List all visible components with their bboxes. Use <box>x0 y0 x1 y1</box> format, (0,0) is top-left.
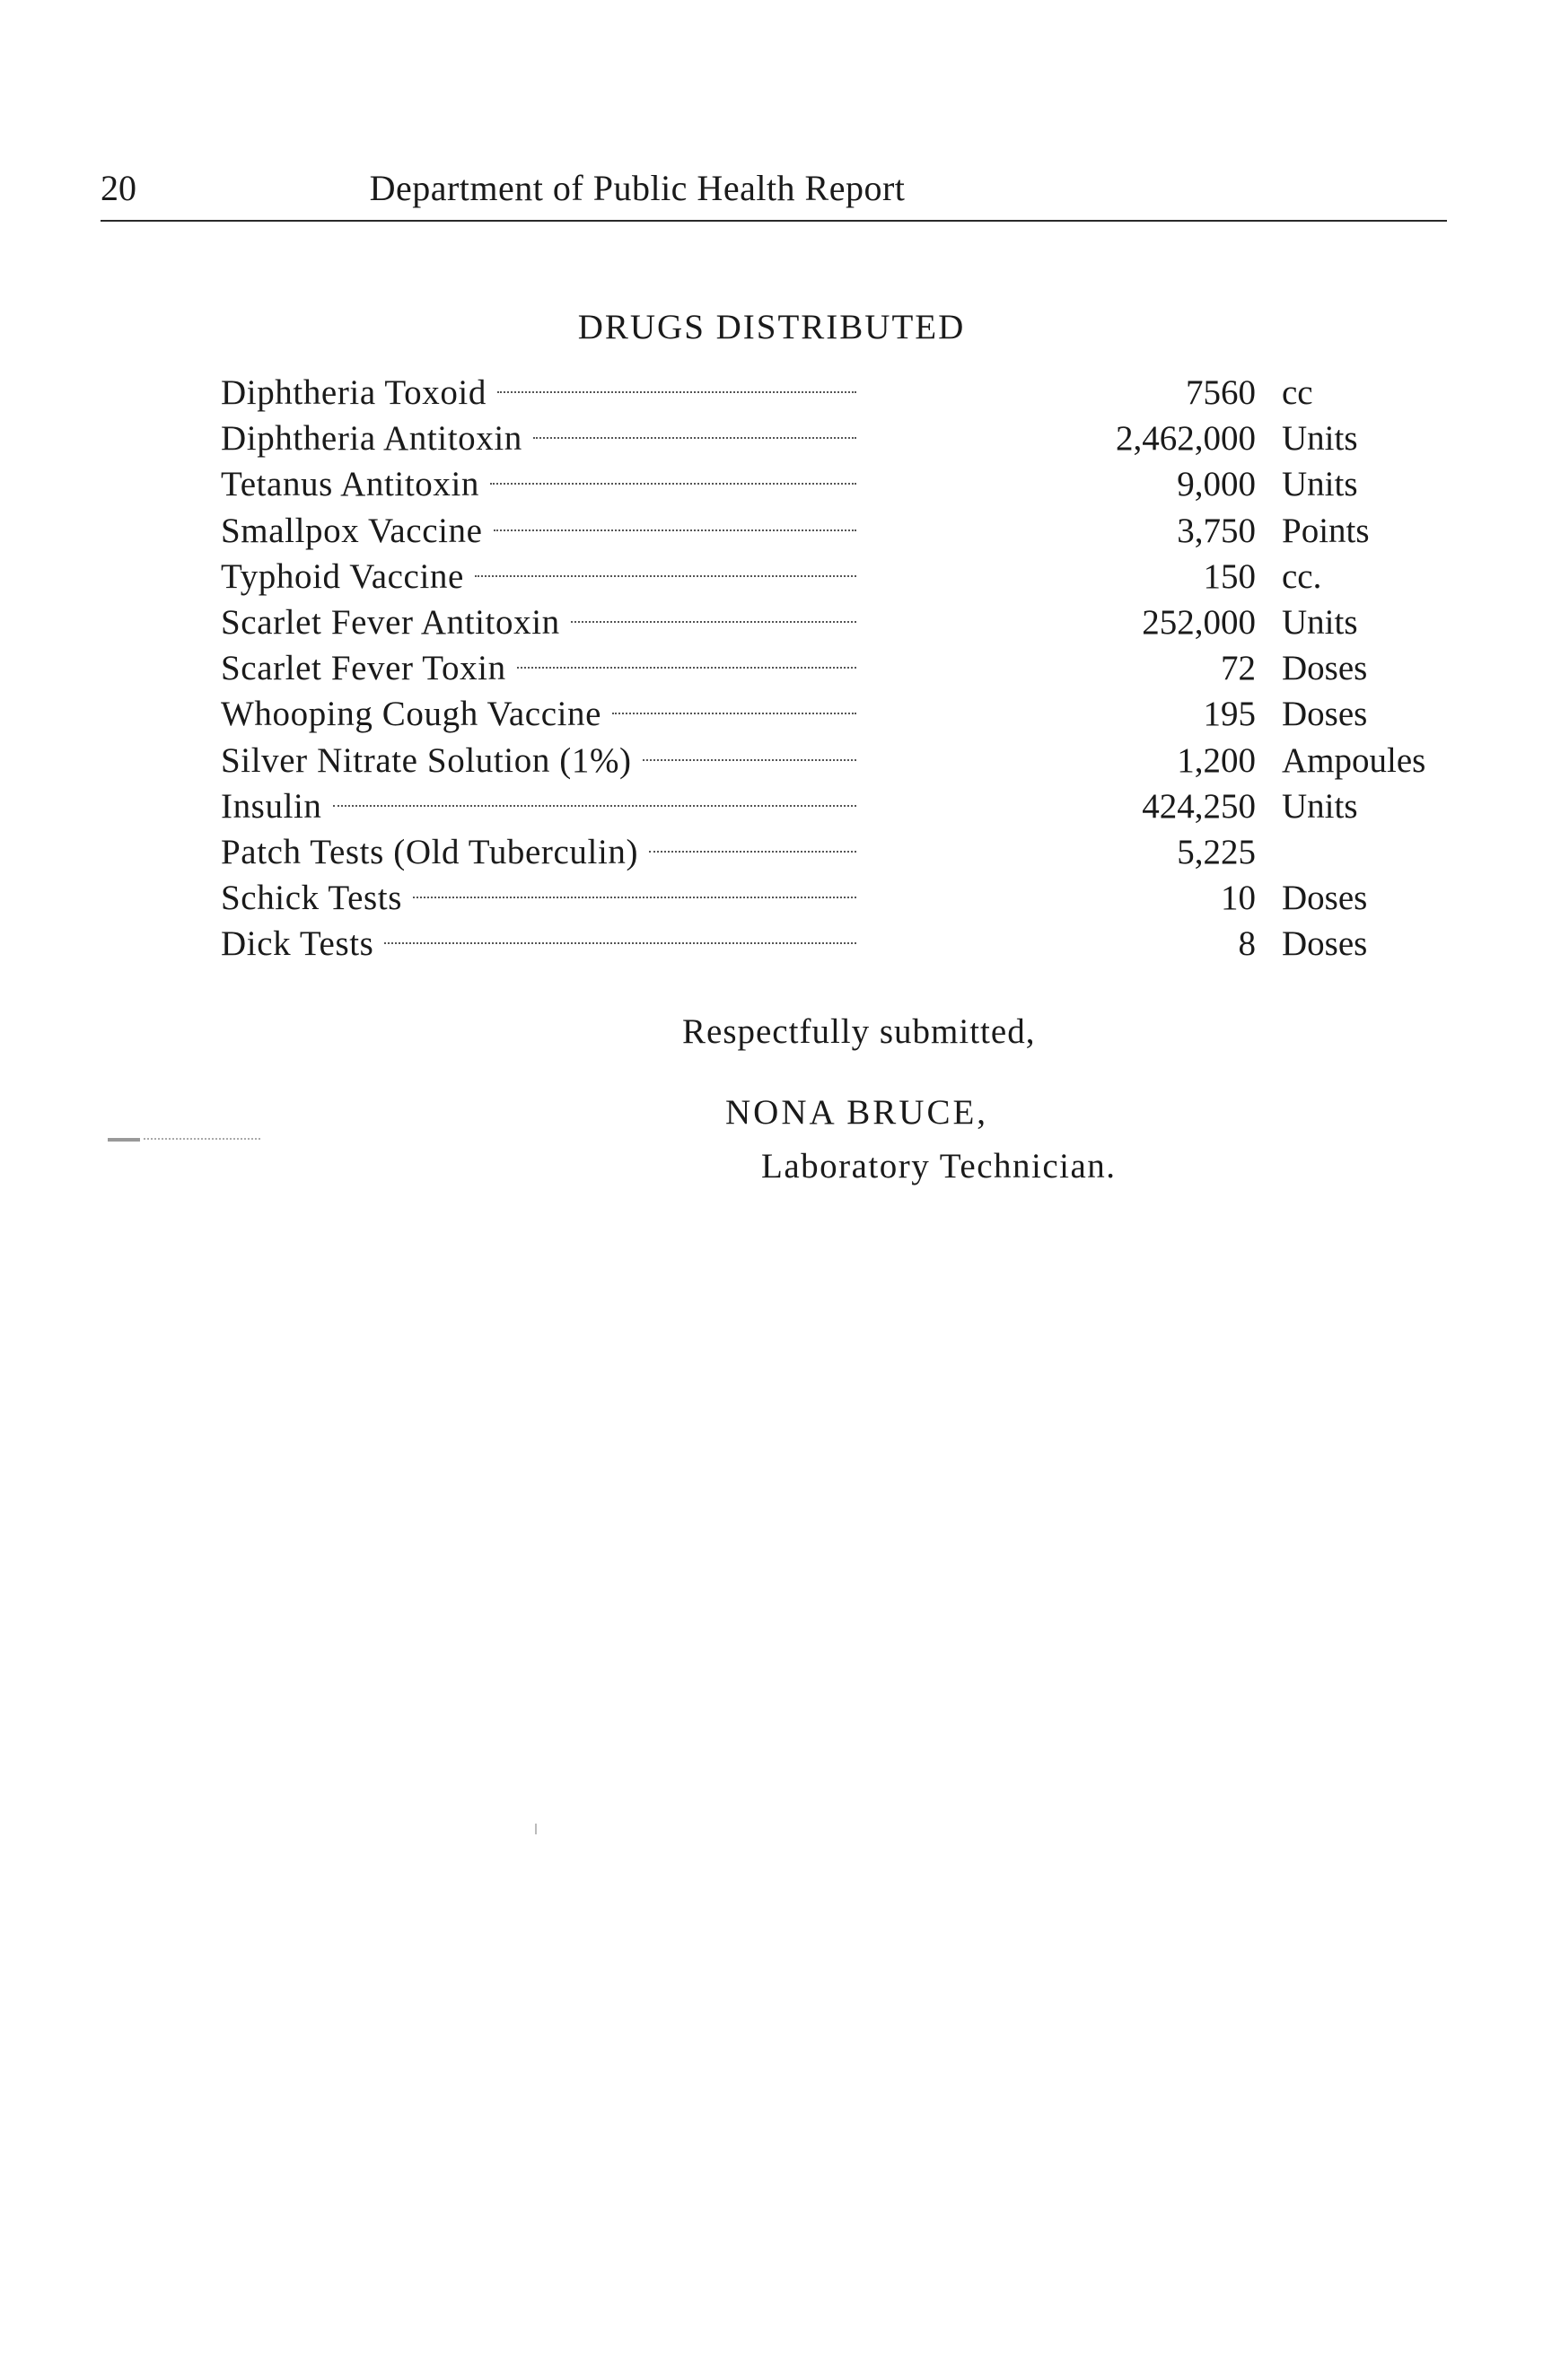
signer-name: NONA BRUCE, <box>725 1093 989 1132</box>
drug-quantity: 10 <box>1221 879 1256 918</box>
drug-quantity: 3,750 <box>1177 511 1256 550</box>
section-title: DRUGS DISTRIBUTED <box>577 308 966 346</box>
drug-name-cell <box>221 738 856 783</box>
dot-leader <box>643 759 856 761</box>
drug-name-cell <box>221 554 856 599</box>
drug-name: Insulin <box>221 786 322 826</box>
drug-quantity: 7560 <box>1186 373 1256 412</box>
margin-mark-dots <box>144 1138 260 1140</box>
drug-name: Typhoid Vaccine <box>221 556 464 596</box>
drug-quantity: 72 <box>1221 649 1256 688</box>
drug-row <box>221 416 1358 461</box>
dot-leader <box>494 529 856 531</box>
dot-leader <box>497 391 856 393</box>
drug-unit: cc <box>1282 373 1313 412</box>
drug-name: Silver Nitrate Solution (1%) <box>221 740 632 780</box>
drug-row <box>221 875 1368 921</box>
drug-row <box>221 645 1368 691</box>
drug-row <box>221 554 1322 599</box>
dot-leader <box>475 575 856 577</box>
dot-leader <box>490 483 856 485</box>
drug-name: Diphtheria Antitoxin <box>221 419 522 459</box>
drug-row <box>221 829 1256 875</box>
margin-mark <box>108 1138 140 1142</box>
drug-quantity: 150 <box>1203 556 1256 596</box>
drug-name-cell <box>221 645 856 691</box>
dot-leader <box>413 897 856 898</box>
drug-name-cell <box>221 370 856 416</box>
drug-name: Diphtheria Toxoid <box>221 373 487 412</box>
drug-quantity: 252,000 <box>1142 602 1256 642</box>
drug-unit: Doses <box>1282 924 1368 964</box>
drug-row <box>221 691 1368 737</box>
dot-leader <box>384 942 856 944</box>
drug-name: Whooping Cough Vaccine <box>221 695 602 734</box>
drug-name-cell <box>221 461 856 507</box>
drug-name-cell <box>221 416 856 461</box>
drug-unit: Ampoules <box>1282 740 1426 780</box>
drug-row <box>221 921 1368 967</box>
dot-leader <box>612 713 856 714</box>
drug-quantity: 424,250 <box>1142 786 1256 826</box>
drug-unit: Units <box>1282 786 1358 826</box>
drug-name: Schick Tests <box>221 879 402 918</box>
drug-row <box>221 461 1358 507</box>
drug-name-cell <box>221 875 856 921</box>
dot-leader <box>571 621 856 623</box>
drug-unit: cc. <box>1282 556 1322 596</box>
page-number: 20 <box>101 168 136 208</box>
header-rule <box>101 220 1447 222</box>
dot-leader <box>533 437 856 439</box>
running-head: Department of Public Health Report <box>369 168 906 208</box>
drug-quantity: 9,000 <box>1177 465 1256 504</box>
drug-name-cell <box>221 691 856 737</box>
drug-name-cell <box>221 508 856 554</box>
drug-name: Scarlet Fever Antitoxin <box>221 602 560 642</box>
drug-name-cell <box>221 599 856 645</box>
drug-name: Tetanus Antitoxin <box>221 465 480 504</box>
drug-name: Smallpox Vaccine <box>221 511 483 550</box>
drug-name-cell <box>221 783 856 829</box>
drug-quantity: 1,200 <box>1177 740 1256 780</box>
drug-row <box>221 599 1358 645</box>
drug-name-cell <box>221 921 856 967</box>
drug-unit: Units <box>1282 419 1358 459</box>
signer-title: Laboratory Technician. <box>761 1147 1117 1186</box>
dot-leader <box>649 851 856 853</box>
closing-line: Respectfully submitted, <box>682 1012 1036 1051</box>
drug-row <box>221 370 1313 416</box>
drug-quantity: 5,225 <box>1177 832 1256 871</box>
drug-name-cell <box>221 829 856 875</box>
drug-name: Patch Tests (Old Tuberculin) <box>221 832 639 871</box>
stray-mark <box>535 1824 537 1834</box>
drug-quantity: 8 <box>1238 924 1256 964</box>
drug-row <box>221 738 1426 783</box>
drug-unit: Doses <box>1282 879 1368 918</box>
drug-quantity: 195 <box>1203 695 1256 734</box>
drug-name: Scarlet Fever Toxin <box>221 649 506 688</box>
drug-table <box>221 370 1426 967</box>
drug-unit: Units <box>1282 602 1358 642</box>
drug-unit: Units <box>1282 465 1358 504</box>
drug-name: Dick Tests <box>221 924 374 964</box>
dot-leader <box>333 805 856 807</box>
drug-row <box>221 508 1370 554</box>
drug-unit: Points <box>1282 511 1370 550</box>
drug-row <box>221 783 1358 829</box>
drug-quantity: 2,462,000 <box>1116 419 1256 459</box>
dot-leader <box>517 667 856 669</box>
drug-unit: Doses <box>1282 695 1368 734</box>
drug-unit: Doses <box>1282 649 1368 688</box>
